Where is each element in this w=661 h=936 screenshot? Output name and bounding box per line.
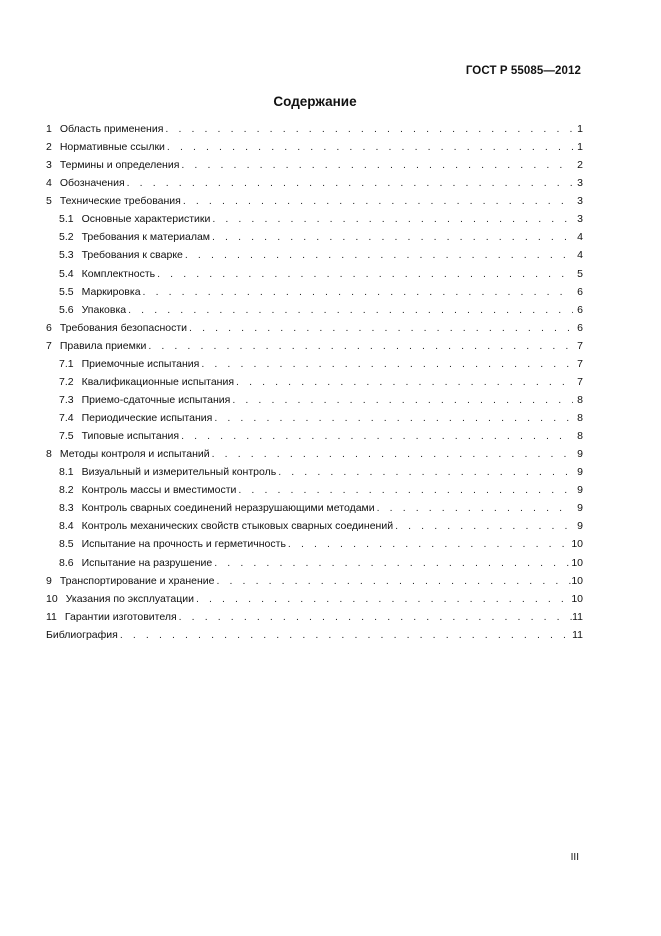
toc-entry[interactable] xyxy=(46,138,583,156)
toc-entry-page: 6 xyxy=(577,321,583,334)
toc-entry[interactable] xyxy=(46,572,583,590)
toc-subentry[interactable] xyxy=(46,283,583,301)
dot-leader xyxy=(118,626,572,644)
toc-entry[interactable] xyxy=(46,337,583,355)
toc-entry-number: 9 xyxy=(46,574,52,587)
toc-entry-page: 10 xyxy=(571,592,583,605)
dot-leader xyxy=(141,283,573,301)
toc-entry-page: 8 xyxy=(577,393,583,406)
toc-entry-title: Библиография xyxy=(46,628,118,641)
dot-leader xyxy=(210,228,573,246)
toc-entry[interactable] xyxy=(46,445,583,463)
toc-entry-title: Контроль массы и вместимости xyxy=(81,484,237,497)
toc-entry-title: Гарантии изготовителя xyxy=(64,610,177,623)
toc-entry-number: 5.3 xyxy=(59,249,74,262)
toc-entry-title: Упаковка xyxy=(81,303,127,316)
toc-entry-title: Комплектность xyxy=(81,267,156,280)
toc-entry-number: 10 xyxy=(46,592,58,605)
toc-entry-title: Методы контроля и испытаний xyxy=(59,448,210,461)
dot-leader xyxy=(177,608,572,626)
toc-entry-title: Визуальный и измерительный контроль xyxy=(81,466,277,479)
toc-subentry[interactable] xyxy=(46,427,583,445)
toc-entry[interactable] xyxy=(46,608,583,626)
toc-entry-title: Технические требования xyxy=(59,195,181,208)
toc-entry[interactable] xyxy=(46,319,583,337)
toc-entry-page: 8 xyxy=(577,412,583,424)
toc-entry-title: Требования безопасности xyxy=(59,321,188,334)
toc-entry-number: 7.1 xyxy=(59,357,74,370)
toc-subentry[interactable] xyxy=(46,535,583,553)
toc-entry-number: 5.1 xyxy=(59,213,74,226)
dot-leader xyxy=(236,481,573,499)
toc-entry-title: Нормативные ссылки xyxy=(59,141,165,154)
toc-entry-page: 10 xyxy=(571,556,583,569)
dot-leader xyxy=(187,319,573,337)
dot-leader xyxy=(276,463,573,481)
toc-entry-number: 8.2 xyxy=(59,484,74,497)
toc-entry-title: Правила приемки xyxy=(59,339,147,352)
toc-entry-title: Транспортирование и хранение xyxy=(59,574,215,587)
toc-entry-title: Контроль сварных соединений неразрушающими методами xyxy=(81,502,375,515)
toc-entry-number: 8.6 xyxy=(59,556,74,569)
toc-entry-title: Требования к материалам xyxy=(81,231,211,244)
toc-entry-page: 1 xyxy=(577,123,583,135)
toc-entry-title: Испытание на прочность и герметичность xyxy=(81,538,286,551)
toc-entry-page: 11 xyxy=(572,610,583,623)
toc-entry-page: 9 xyxy=(577,484,583,497)
toc-entry-page: 1 xyxy=(577,141,583,154)
toc-entry-number: 7.4 xyxy=(59,412,74,424)
toc-subentry[interactable] xyxy=(46,391,583,409)
toc-entry-page: 6 xyxy=(577,303,583,316)
toc-entry-page: 3 xyxy=(577,177,583,190)
dot-leader xyxy=(212,554,571,572)
toc-entry-number: 7.2 xyxy=(59,375,74,388)
toc-entry[interactable] xyxy=(46,120,583,138)
dot-leader xyxy=(214,572,571,590)
dot-leader xyxy=(146,337,573,355)
dot-leader xyxy=(126,301,573,319)
toc-subentry[interactable] xyxy=(46,210,583,228)
toc-entry-page: 10 xyxy=(571,538,583,551)
page-folio: III xyxy=(570,852,579,863)
toc-entry-number: 11 xyxy=(46,610,57,623)
toc-entry-number: 7.3 xyxy=(59,393,74,406)
toc-entry-number: 8.1 xyxy=(59,466,74,479)
toc-entry-number: 8.4 xyxy=(59,520,74,533)
dot-leader xyxy=(199,355,573,373)
dot-leader xyxy=(212,409,573,427)
toc-entry-page: 5 xyxy=(577,267,583,280)
toc-entry-number: 5.6 xyxy=(59,303,74,316)
toc-subentry[interactable] xyxy=(46,499,583,517)
toc-entry-title: Квалификационные испытания xyxy=(81,375,235,388)
toc-entry-page: 9 xyxy=(577,502,583,515)
toc-subentry[interactable] xyxy=(46,228,583,246)
toc-entry-bibliography[interactable] xyxy=(46,626,583,644)
toc-entry-page: 7 xyxy=(577,375,583,388)
dot-leader xyxy=(210,210,573,228)
toc-entry-number: 7 xyxy=(46,339,52,352)
toc-entry-number: 5.4 xyxy=(59,267,74,280)
dot-leader xyxy=(165,138,573,156)
toc-subentry[interactable] xyxy=(46,481,583,499)
toc-entry-page: 2 xyxy=(577,159,583,172)
toc-entry-page: 9 xyxy=(577,466,583,479)
toc-subentry[interactable] xyxy=(46,409,583,427)
toc-entry-number: 1 xyxy=(46,123,52,135)
toc-entry-number: 2 xyxy=(46,141,52,154)
dot-leader xyxy=(375,499,573,517)
toc-entry-title: Требования к сварке xyxy=(81,249,183,262)
dot-leader xyxy=(210,445,573,463)
toc-subentry[interactable] xyxy=(46,517,583,535)
dot-leader xyxy=(179,427,573,445)
toc-entry-number: 5.5 xyxy=(59,285,74,298)
dot-leader xyxy=(181,192,573,210)
dot-leader xyxy=(194,590,571,608)
dot-leader xyxy=(393,517,573,535)
toc-subentry[interactable] xyxy=(46,265,583,283)
toc-entry-title: Приемо-сдаточные испытания xyxy=(81,393,231,406)
toc-entry[interactable] xyxy=(46,174,583,192)
toc-entry-title: Маркировка xyxy=(81,285,141,298)
toc-subentry[interactable] xyxy=(46,373,583,391)
dot-leader xyxy=(179,156,573,174)
toc-entry-number: 3 xyxy=(46,159,52,172)
toc-entry-title: Испытание на разрушение xyxy=(81,556,213,569)
toc-entry-number: 8 xyxy=(46,448,52,461)
toc-entry-page: 9 xyxy=(577,448,583,461)
toc-entry-number: 8.3 xyxy=(59,502,74,515)
toc-entry[interactable] xyxy=(46,156,583,174)
toc-entry-title: Обозначения xyxy=(59,177,125,190)
toc-entry-number: 4 xyxy=(46,177,52,190)
toc-entry-number: 5 xyxy=(46,195,52,208)
toc-entry-page: 7 xyxy=(577,357,583,370)
toc-entry-title: Периодические испытания xyxy=(81,412,213,424)
toc-entry-number: 5.2 xyxy=(59,231,74,244)
toc-subentry[interactable] xyxy=(46,246,583,264)
toc-subentry[interactable] xyxy=(46,301,583,319)
toc-entry-page: 9 xyxy=(577,520,583,533)
dot-leader xyxy=(230,391,573,409)
toc-entry-title: Указания по эксплуатации xyxy=(65,592,194,605)
dot-leader xyxy=(286,535,571,553)
dot-leader xyxy=(234,373,573,391)
toc-entry-page: 8 xyxy=(577,430,583,443)
toc-entry-page: 7 xyxy=(577,339,583,352)
toc-entry-page: 11 xyxy=(572,628,583,641)
toc-entry-page: 6 xyxy=(577,285,583,298)
dot-leader xyxy=(183,246,573,264)
toc-entry-number: 7.5 xyxy=(59,430,74,443)
toc-entry[interactable] xyxy=(46,590,583,608)
toc-entry-title: Контроль механических свойств стыковых сварных соединений xyxy=(81,520,394,533)
toc-entry-page: 3 xyxy=(577,195,583,208)
toc-entry-number: 8.5 xyxy=(59,538,74,551)
toc-subentry[interactable] xyxy=(46,463,583,481)
dot-leader xyxy=(125,174,573,192)
toc-entry-title: Типовые испытания xyxy=(81,430,180,443)
toc-entry-title: Термины и определения xyxy=(59,159,180,172)
toc-entry-title: Основные характеристики xyxy=(81,213,211,226)
toc-heading: Содержание xyxy=(273,94,357,109)
toc-entry-page: 4 xyxy=(577,231,583,244)
toc-subentry[interactable] xyxy=(46,355,583,373)
toc-subentry[interactable] xyxy=(46,554,583,572)
document-standard-code: ГОСТ Р 55085—2012 xyxy=(465,65,581,77)
dot-leader xyxy=(155,265,573,283)
toc-entry[interactable] xyxy=(46,192,583,210)
dot-leader xyxy=(163,120,573,138)
toc-entry-page: 10 xyxy=(571,574,583,587)
toc-entry-page: 4 xyxy=(577,249,583,262)
toc-entry-page: 3 xyxy=(577,213,583,226)
toc-entry-title: Приемочные испытания xyxy=(81,357,200,370)
toc-entry-number: 6 xyxy=(46,321,52,334)
table-of-contents xyxy=(46,120,583,644)
toc-entry-title: Область применения xyxy=(59,123,164,135)
